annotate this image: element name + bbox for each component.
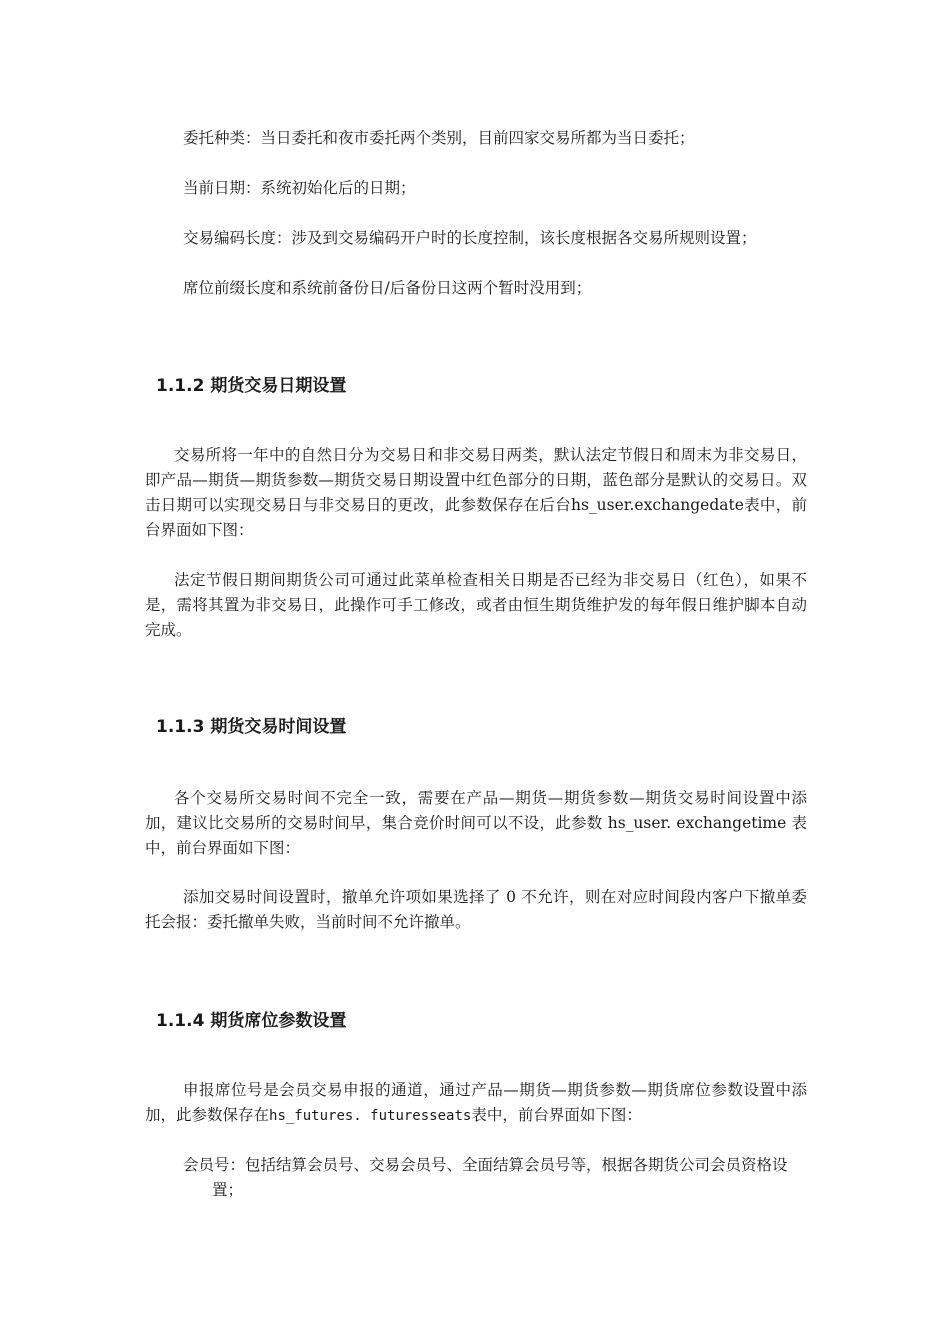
paragraph-cancel-rule: 添加交易时间设置时，撤单允许项如果选择了 0 不允许，则在对应时间段内客户下撤单委托会报：委托撤单失败，当前时间不允许撤单。 (145, 888, 807, 931)
paragraph-trade-date-intro: 交易所将一年中的自然日分为交易日和非交易日两类，默认法定节假日和周末为非交易日，即产品—期货—期货参数—期货交易日期设置中红色部分的日期，蓝色部分是默认的交易日。双击日期可以实现交易日与非交易日的更改，此参数保存在后台hs_user.exchangedate表中，前台界面如下图： (145, 446, 807, 539)
paragraph-current-date: 当前日期：系统初始化后的日期； (183, 179, 416, 197)
paragraph-commission-type: 委托种类：当日委托和夜市委托两个类别，目前四家交易所都为当日委托； (183, 129, 695, 147)
seat-intro-text-a: 申报席位号是会员交易申报的通道，通过产品—期货—期货参数—期货席位参数设置中添加，此参数保存在 (145, 1081, 807, 1124)
seat-intro-text-b: 表中，前台界面如下图： (471, 1106, 642, 1124)
heading-1-1-3: 1.1.3 期货交易时间设置 (156, 717, 347, 737)
heading-1-1-2: 1.1.2 期货交易日期设置 (156, 376, 347, 396)
paragraph-member-number: 会员号：包括结算会员号、交易会员号、全面结算会员号等，根据各期货公司会员资格设置； (183, 1156, 788, 1199)
paragraph-holiday-check: 法定节假日期间期货公司可通过此菜单检查相关日期是否已经为非交易日（红色），如果不是，需将其置为非交易日，此操作可手工修改，或者由恒生期货维护发的每年假日维护脚本自动完成。 (145, 571, 807, 639)
paragraph-trade-code-length: 交易编码长度：涉及到交易编码开户时的长度控制，该长度根据各交易所规则设置； (183, 229, 757, 247)
paragraph-trade-time-intro: 各个交易所交易时间不完全一致，需要在产品—期货—期货参数—期货交易时间设置中添加，建议比交易所的交易时间早，集合竞价时间可以不设，此参数 hs_user. exchangetime 表中，前台界面如下图： (145, 789, 807, 857)
paragraph-seat-intro (145, 1078, 807, 1129)
paragraph-seat-prefix: 席位前缀长度和系统前备份日/后备份日这两个暂时没用到； (183, 279, 592, 297)
heading-1-1-4: 1.1.4 期货席位参数设置 (156, 1011, 347, 1031)
seat-table-name: hs_futures. futuresseats (269, 1108, 472, 1124)
